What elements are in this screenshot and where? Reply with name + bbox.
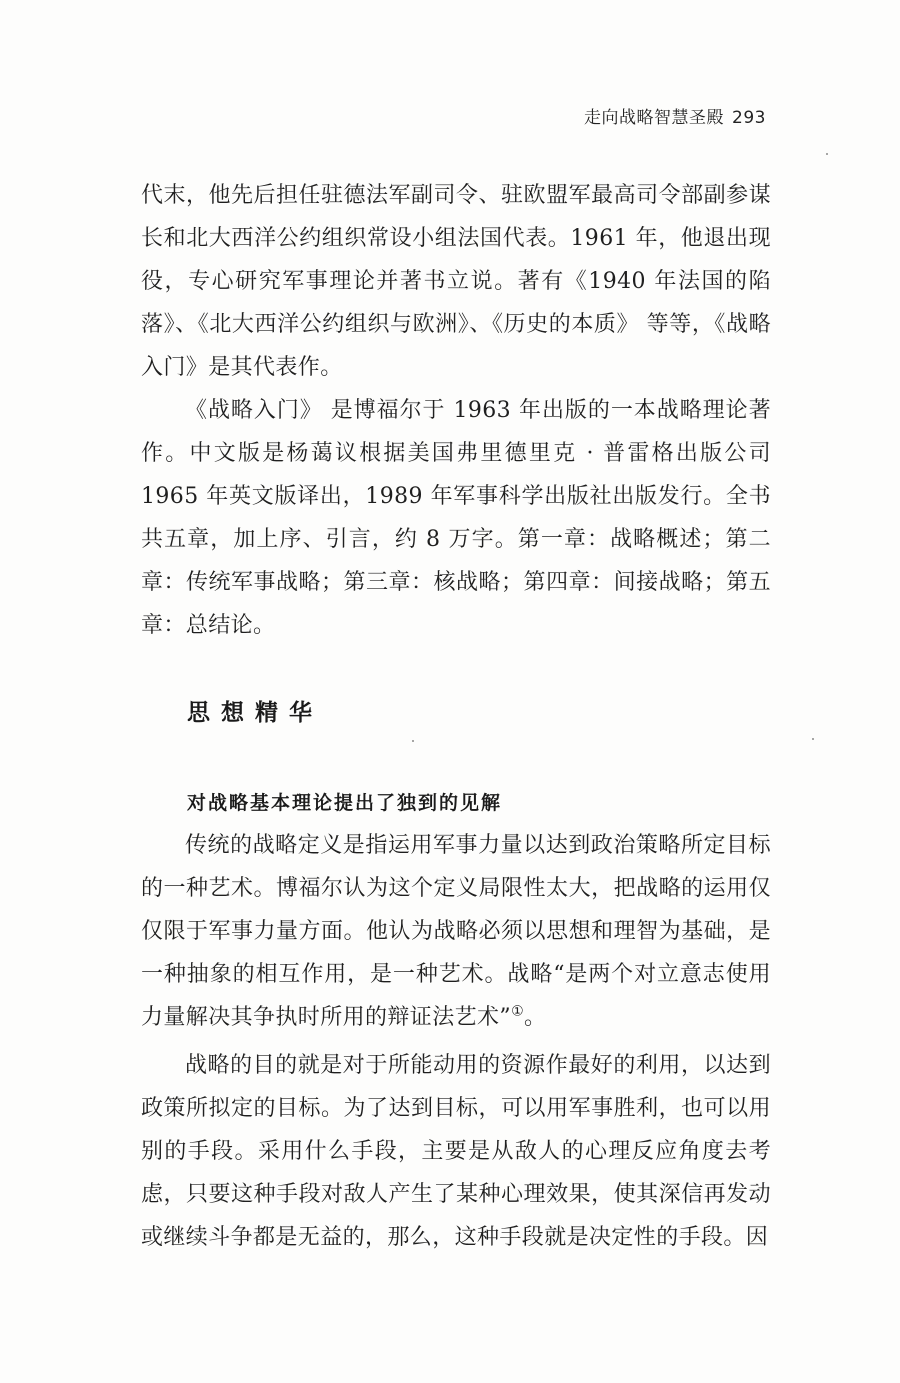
section-heading: 思想精华 [187, 700, 323, 726]
running-header [584, 103, 766, 128]
intro-paragraph-2 [141, 389, 771, 647]
paragraph-body: 传统的战略定义是指运用军事力量以达到政治策略所定目标的一种艺术。博福尔认为这个定义局限性太大，把战略的运用仅仅限于军事力量方面。他认为战略必须以思想和理智为基础，是一种抽象的相互作用，是一种艺术。战略“是两个对立意志使用力量解决其争执时所用的辩证法艺术” [141, 833, 771, 1030]
paragraph-text: 《战略入门》 是博福尔于 1963 年出版的一本战略理论著作。中文版是杨蔼议根据美国弗里德里克 · 普雷格出版公司 1965 年英文版译出，1989 年军事科学出版社出版发行。全书共五章，加上序、引言，约 8 万字。第一章：战略概述；第二章：传统军事战略；第三章：核战略；第四章：间接战略；第五章：总结论。 [141, 398, 771, 638]
scan-speck [812, 738, 814, 740]
footnote-marker: ① [511, 1003, 525, 1020]
intro-paragraph-1 [141, 174, 771, 389]
section-paragraph-1 [141, 824, 771, 1039]
paragraph-text: 战略的目的就是对于所能动用的资源作最好的利用，以达到政策所拟定的目标。为了达到目标，可以用军事胜利，也可以用别的手段。采用什么手段，主要是从敌人的心理反应角度去考虑，只要这种手段对敌人产生了某种心理效果，使其深信再发动或继续斗争都是无益的，那么，这种手段就是决定性的手段。因 [141, 1053, 771, 1250]
running-header-title: 走向战略智慧圣殿 [584, 108, 725, 128]
paragraph-text: 代末，他先后担任驻德法军副司令、驻欧盟军最高司令部副参谋长和北大西洋公约组织常设小组法国代表。1961 年，他退出现役，专心研究军事理论并著书立说。著有《1940 年法国的陷落》、《北大西洋公约组织与欧洲》、《历史的本质》 等等，《战略入门》是其代表作。 [141, 183, 771, 380]
section-subheading: 对战略基本理论提出了独到的见解 [187, 792, 503, 814]
scan-speck [826, 153, 828, 155]
paragraph-text [141, 824, 771, 1039]
paragraph-end: 。 [524, 1005, 547, 1030]
scan-speck [412, 740, 414, 742]
section-paragraph-2 [141, 1044, 771, 1259]
page-number: 293 [732, 108, 766, 128]
